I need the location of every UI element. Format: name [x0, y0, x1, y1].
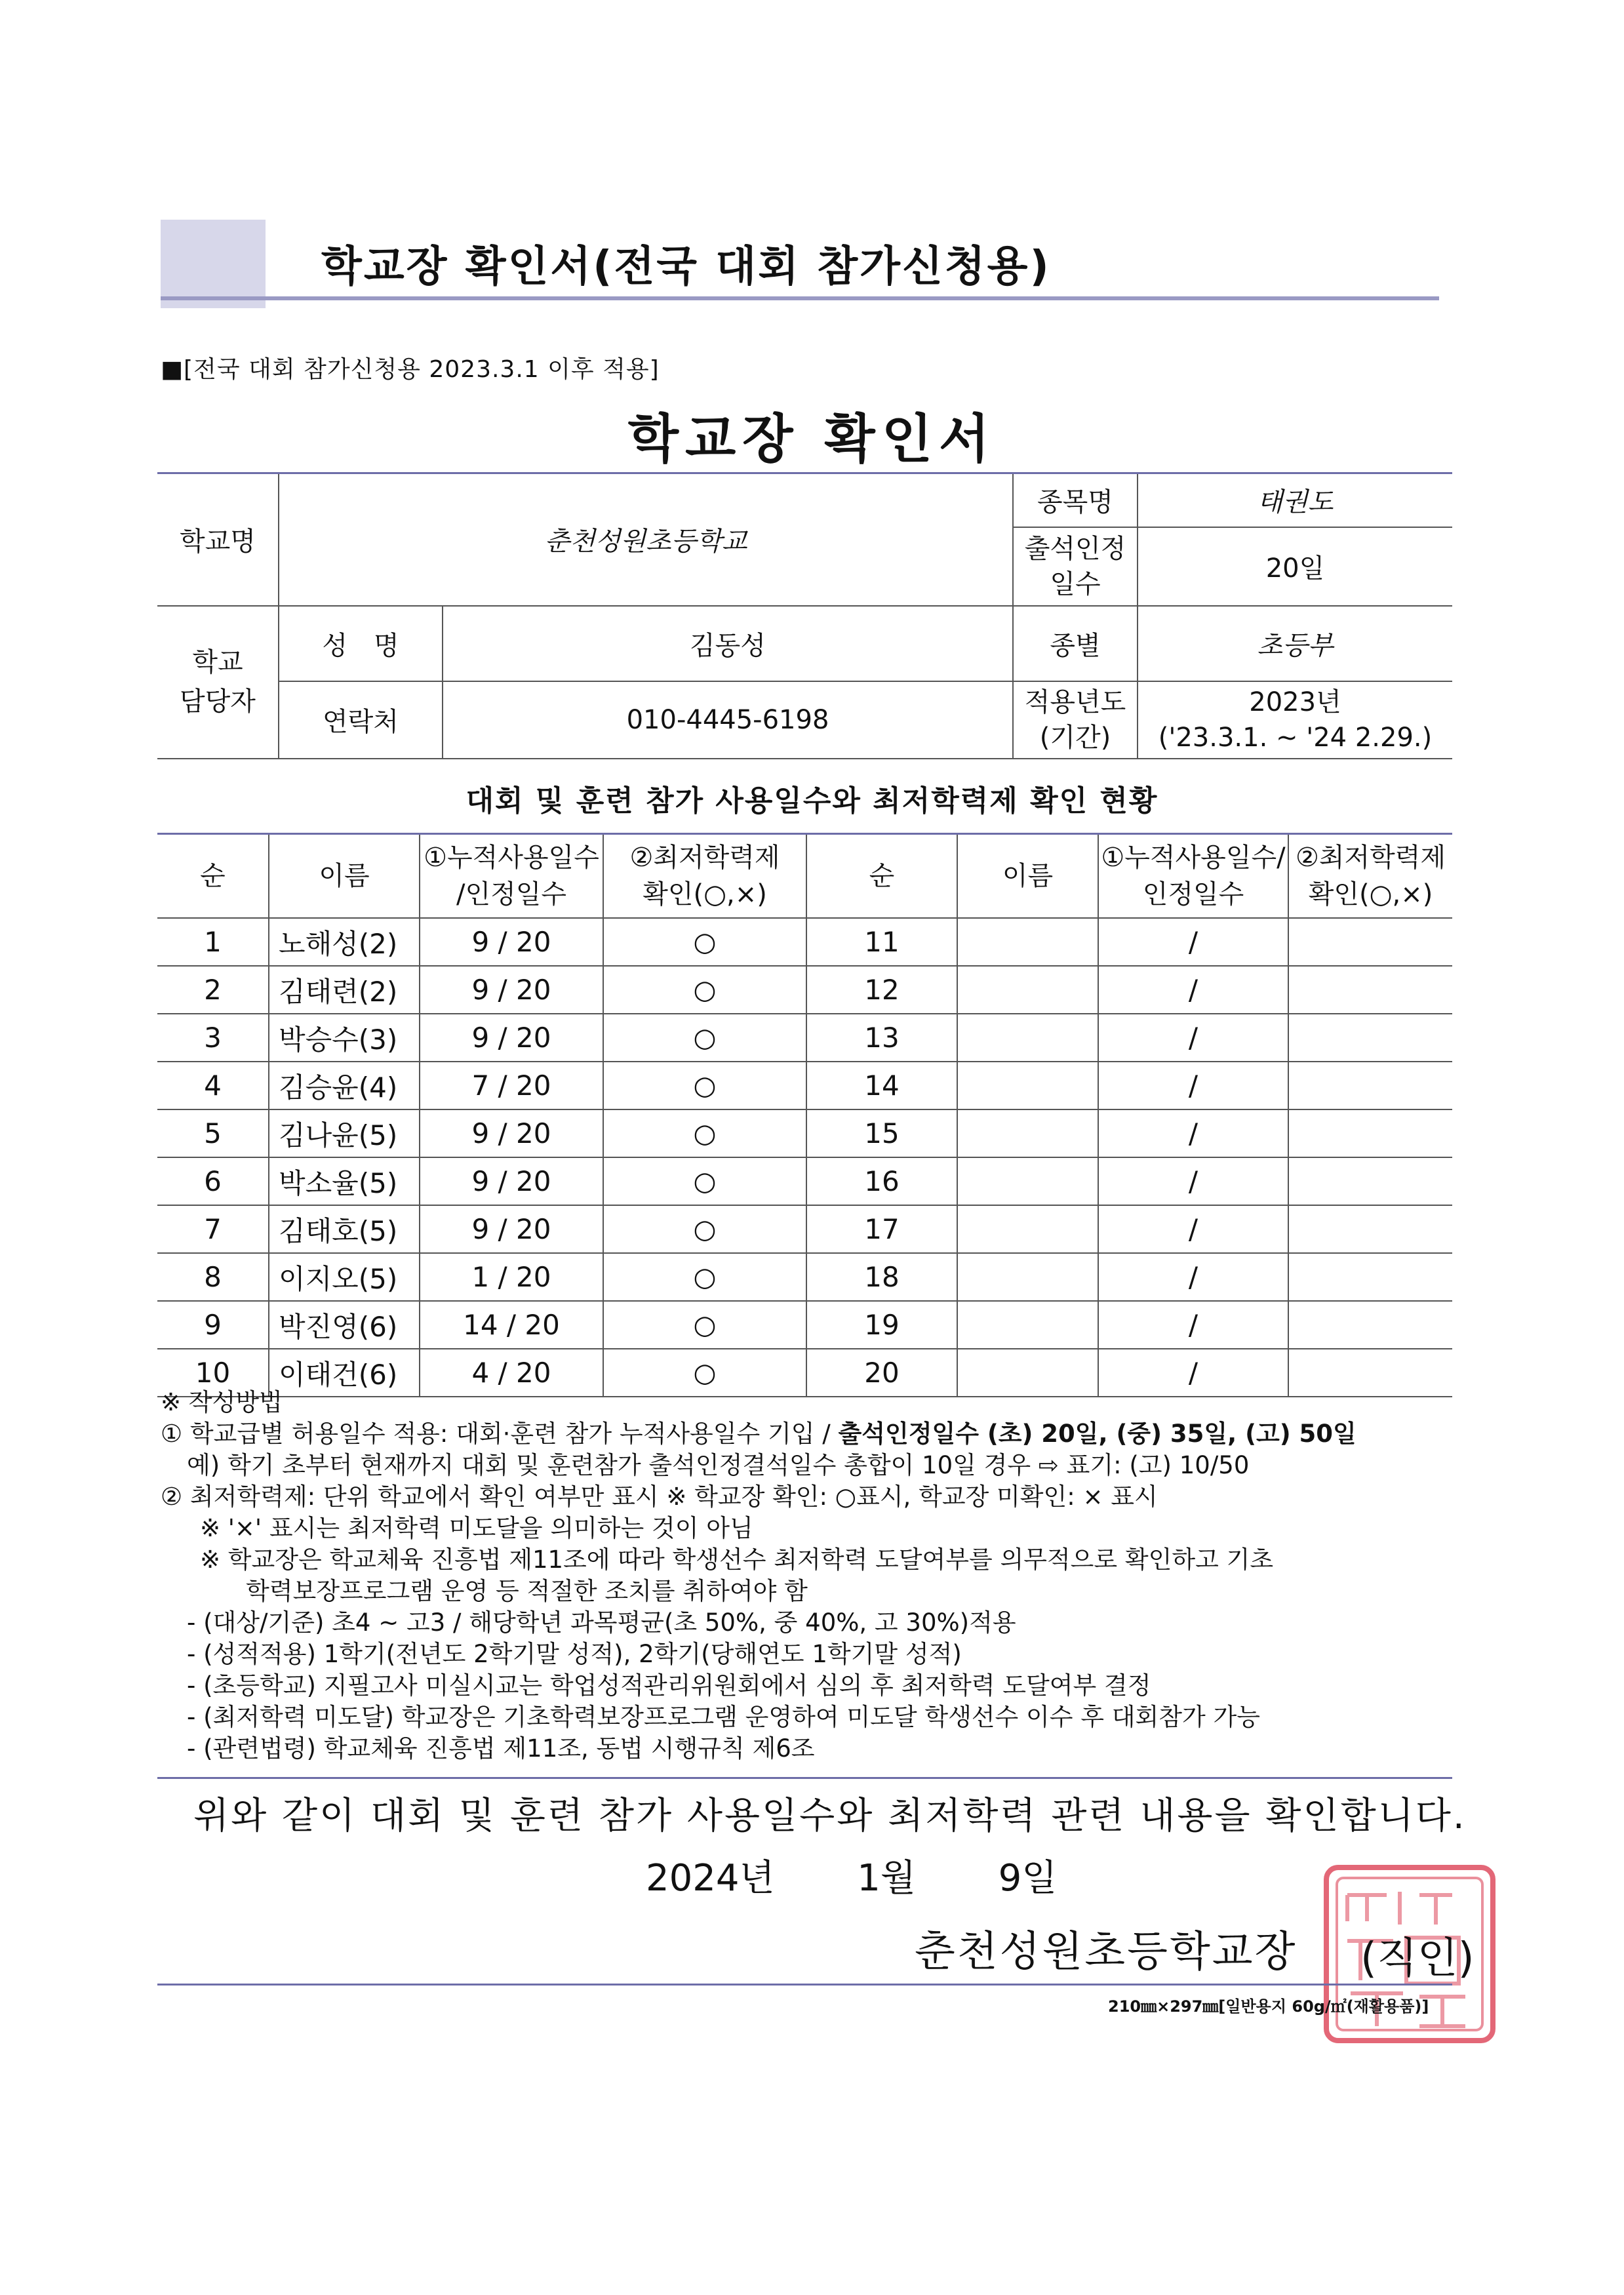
table-row [157, 1109, 1452, 1157]
row-check: ○ [603, 1157, 806, 1205]
table-row [157, 1205, 1452, 1253]
instructions [161, 1387, 1465, 1765]
confirm-rule [157, 1777, 1452, 1779]
detail-5: - (관련법령) 학교체육 진흥법 제11조, 동법 시행규칙 제6조 [187, 1734, 815, 1763]
col-check-r-l2: 확인(○,×) [1308, 879, 1433, 909]
row-no: 4 [157, 1062, 269, 1109]
division-label: 종별 [1013, 606, 1138, 681]
note-2-b-cont: 학력보장프로그램 운영 등 적절한 조치를 취하여야 함 [246, 1577, 808, 1605]
table-row [157, 1253, 1452, 1301]
status-table [157, 833, 1452, 1397]
col-days-r-l2: 인정일수 [1142, 879, 1244, 909]
notes-heading: ※ 작성방법 [161, 1388, 283, 1416]
table-row [157, 918, 1452, 966]
contact-value: 010-4445-6198 [443, 681, 1013, 759]
detail-2: - (성적적용) 1학기(전년도 2학기말 성적), 2학기(당해연도 1학기말 성적) [187, 1640, 962, 1668]
manager-label-line2: 담당자 [180, 687, 256, 717]
row-days: 9 / 20 [420, 1157, 603, 1205]
attend-value: 20일 [1138, 527, 1452, 606]
row-no-right: 11 [806, 918, 957, 966]
row-check-right [1288, 1253, 1452, 1301]
table-row [157, 1301, 1452, 1349]
row-name: 이지오(5) [269, 1253, 420, 1301]
row-check: ○ [603, 966, 806, 1014]
footer-rule [157, 1984, 1452, 1986]
event-label: 종목명 [1013, 473, 1138, 527]
row-no-right: 12 [806, 966, 957, 1014]
row-check: ○ [603, 1062, 806, 1109]
col-days-l1: ①누적사용일수 [424, 843, 599, 873]
row-check: ○ [603, 1253, 806, 1301]
row-name-right [957, 1205, 1098, 1253]
row-name-right [957, 1062, 1098, 1109]
col-check-l2: 확인(○,×) [643, 879, 767, 909]
col-days [420, 834, 603, 919]
manager-label [157, 606, 279, 759]
col-check-l1: ②최저학력제 [629, 843, 780, 873]
event-value: 태권도 [1138, 473, 1452, 527]
row-no-right: 13 [806, 1014, 957, 1062]
col-check-right [1288, 834, 1452, 919]
row-days-right: / [1098, 966, 1288, 1014]
row-no: 1 [157, 918, 269, 966]
note-1 [161, 1418, 1465, 1450]
row-days: 9 / 20 [420, 966, 603, 1014]
row-days: 4 / 20 [420, 1349, 603, 1397]
row-name-right [957, 1253, 1098, 1301]
row-days: 9 / 20 [420, 1205, 603, 1253]
row-no-right: 18 [806, 1253, 957, 1301]
year-value [1138, 681, 1452, 759]
date-year: 2024년 [646, 1857, 775, 1900]
confirm-statement: 위와 같이 대회 및 훈련 참가 사용일수와 최저학력 관련 내용을 확인합니다. [193, 1795, 1467, 1837]
row-no: 7 [157, 1205, 269, 1253]
date-month: 1월 [857, 1857, 916, 1900]
year-label-line1: 적용년도 [1024, 687, 1126, 717]
table-row [157, 1157, 1452, 1205]
row-check: ○ [603, 1349, 806, 1397]
note-2-a: ※ '×' 표시는 최저학력 미도달을 의미하는 것이 아님 [200, 1514, 753, 1542]
row-days-right: / [1098, 1301, 1288, 1349]
row-name-right [957, 1014, 1098, 1062]
row-days-right: / [1098, 918, 1288, 966]
row-days: 7 / 20 [420, 1062, 603, 1109]
header-shade [161, 220, 266, 308]
attend-label [1013, 527, 1138, 606]
table-row [157, 966, 1452, 1014]
row-no: 9 [157, 1301, 269, 1349]
row-name-right [957, 918, 1098, 966]
col-name: 이름 [269, 834, 420, 919]
row-days: 9 / 20 [420, 918, 603, 966]
row-name: 노해성(2) [269, 918, 420, 966]
row-no: 10 [157, 1349, 269, 1397]
name-label: 성 명 [279, 606, 443, 681]
school-label: 학교명 [157, 473, 279, 606]
row-days-right: / [1098, 1205, 1288, 1253]
row-check: ○ [603, 918, 806, 966]
attend-label-line2: 일수 [1050, 569, 1101, 599]
row-no-right: 16 [806, 1157, 957, 1205]
year-value-period: ('23.3.1. ~ '24 2.29.) [1158, 722, 1433, 753]
col-no-right: 순 [806, 834, 957, 919]
row-days: 9 / 20 [420, 1109, 603, 1157]
row-name: 김나윤(5) [269, 1109, 420, 1157]
row-name-right [957, 1157, 1098, 1205]
col-days-l2: /인정일수 [456, 879, 567, 909]
note-2-b: ※ 학교장은 학교체육 진흥법 제11조에 따라 학생선수 최저학력 도달여부를 의무적으로 확인하고 기초 [200, 1546, 1274, 1574]
row-name: 박승수(3) [269, 1014, 420, 1062]
row-check: ○ [603, 1301, 806, 1349]
row-no: 6 [157, 1157, 269, 1205]
year-value-year: 2023년 [1249, 687, 1341, 717]
table-row [157, 1014, 1452, 1062]
row-days: 1 / 20 [420, 1253, 603, 1301]
row-name: 김태련(2) [269, 966, 420, 1014]
col-name-right: 이름 [957, 834, 1098, 919]
row-no: 2 [157, 966, 269, 1014]
row-check-right [1288, 1062, 1452, 1109]
issue-date [646, 1849, 1057, 1902]
row-no: 8 [157, 1253, 269, 1301]
note-2: ② 최저학력제: 단위 학교에서 확인 여부만 표시 ※ 학교장 확인: ○표시, 학교장 미확인: × 표시 [161, 1483, 1158, 1511]
row-name: 김태호(5) [269, 1205, 420, 1253]
year-label [1013, 681, 1138, 759]
row-days-right: / [1098, 1253, 1288, 1301]
row-days-right: / [1098, 1014, 1288, 1062]
detail-1: - (대상/기준) 초4 ~ 고3 / 해당학년 과목평균(초 50%, 중 40%, 고 30%)적용 [187, 1608, 1016, 1637]
header-rule [161, 296, 1439, 300]
date-day: 9일 [998, 1857, 1058, 1900]
school-value: 춘천성원초등학교 [279, 473, 1013, 606]
row-no-right: 19 [806, 1301, 957, 1349]
row-name-right [957, 966, 1098, 1014]
attend-label-line1: 출석인정 [1024, 533, 1126, 564]
status-title: 대회 및 훈련 참가 사용일수와 최저학력제 확인 현황 [465, 784, 1159, 818]
row-days: 9 / 20 [420, 1014, 603, 1062]
col-days-right [1098, 834, 1288, 919]
row-check: ○ [603, 1014, 806, 1062]
row-days-right: / [1098, 1109, 1288, 1157]
row-no-right: 20 [806, 1349, 957, 1397]
row-check-right [1288, 1109, 1452, 1157]
detail-4: - (최저학력 미도달) 학교장은 기초학력보장프로그램 운영하여 미도달 학생선수 이수 후 대회참가 가능 [187, 1703, 1261, 1731]
division-value: 초등부 [1138, 606, 1452, 681]
manager-label-line1: 학교 [192, 647, 243, 677]
row-check: ○ [603, 1205, 806, 1253]
row-days: 14 / 20 [420, 1301, 603, 1349]
col-days-r-l1: ①누적사용일수/ [1101, 843, 1286, 873]
row-no-right: 15 [806, 1109, 957, 1157]
row-no-right: 17 [806, 1205, 957, 1253]
principal-signature: 춘천성원초등학교장 [915, 1928, 1297, 1976]
row-days-right: / [1098, 1062, 1288, 1109]
header-title: 학교장 확인서(전국 대회 참가신청용) [321, 243, 1051, 291]
paper-spec: 210㎜×297㎜[일반용지 60g/㎡(재활용품)] [1108, 1997, 1429, 2016]
row-check-right [1288, 966, 1452, 1014]
row-check-right [1288, 1205, 1452, 1253]
year-label-line2: (기간) [1039, 722, 1111, 753]
row-no-right: 14 [806, 1062, 957, 1109]
row-no: 5 [157, 1109, 269, 1157]
row-name-right [957, 1109, 1098, 1157]
row-no: 3 [157, 1014, 269, 1062]
note-1-text: ① 학교급별 허용일수 적용: 대회·훈련 참가 누적사용일수 기입 / [161, 1420, 839, 1448]
note-1-example: 예) 학기 초부터 현재까지 대회 및 훈련참가 출석인정결석일수 총합이 10일 경우 ⇨ 표기: (고) 10/50 [187, 1451, 1250, 1479]
info-table [157, 472, 1452, 759]
detail-3: - (초등학교) 지필고사 미실시교는 학업성적관리위원회에서 심의 후 최저학력 도달여부 결정 [187, 1671, 1151, 1700]
row-check-right [1288, 1157, 1452, 1205]
main-title: 학교장 확인서 [627, 409, 997, 469]
row-days-right: / [1098, 1349, 1288, 1397]
seal-label: (직인) [1360, 1934, 1475, 1983]
notice-line: ■[전국 대회 참가신청용 2023.3.1 이후 적용] [161, 356, 660, 383]
row-name-right [957, 1301, 1098, 1349]
row-check-right [1288, 918, 1452, 966]
name-value: 김동성 [443, 606, 1013, 681]
col-check [603, 834, 806, 919]
note-1-bold: 출석인정일수 (초) 20일, (중) 35일, (고) 50일 [838, 1420, 1357, 1448]
row-check: ○ [603, 1109, 806, 1157]
row-name: 박진영(6) [269, 1301, 420, 1349]
col-no: 순 [157, 834, 269, 919]
table-row [157, 1062, 1452, 1109]
row-check-right [1288, 1301, 1452, 1349]
row-name: 박소율(5) [269, 1157, 420, 1205]
row-name: 김승윤(4) [269, 1062, 420, 1109]
row-name: 이태건(6) [269, 1349, 420, 1397]
row-days-right: / [1098, 1157, 1288, 1205]
row-check-right [1288, 1014, 1452, 1062]
col-check-r-l1: ②최저학력제 [1295, 843, 1446, 873]
contact-label: 연락처 [279, 681, 443, 759]
